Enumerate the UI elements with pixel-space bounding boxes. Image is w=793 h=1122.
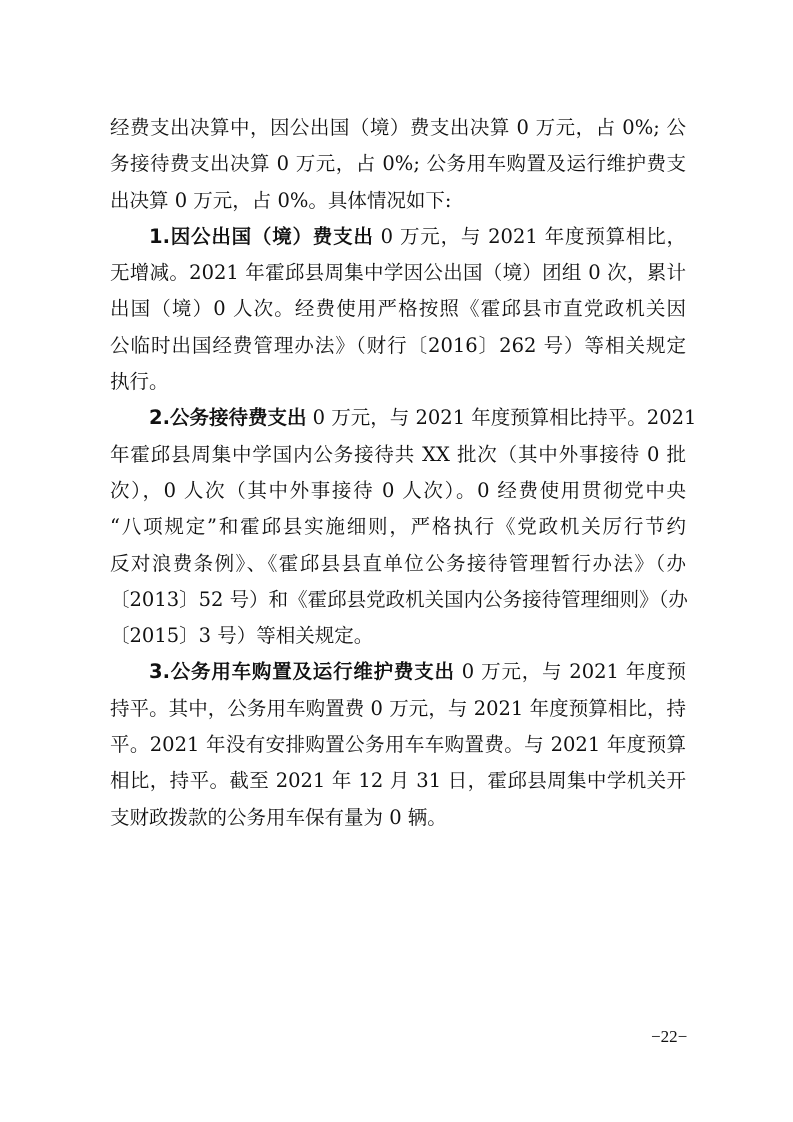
paragraph-summary [110, 110, 686, 219]
text-line [110, 654, 686, 690]
text-line: 次），0 人次（其中外事接待 0 人次）。0 经费使用贯彻党中央 [110, 478, 686, 502]
text-run: 0 万元，与 2021 年度预算相比持平。2021 [306, 406, 697, 430]
section-heading: 2.公务接待费支出 [149, 406, 307, 430]
text-run: 0 万元，与 2021 年度预 [454, 660, 686, 684]
text-line: 经费支出决算中，因公出国（境）费支出决算 0 万元，占 0%; 公 [110, 116, 686, 139]
text-line: 务接待费支出决算 0 万元，占 0%; 公务用车购置及运行维护费支 [110, 152, 686, 176]
text-line: 执行。 [110, 370, 169, 394]
text-line: 支财政拨款的公务用车保有量为 0 辆。 [110, 805, 447, 829]
document-body [110, 110, 697, 836]
text-line: 〔2013〕52 号）和《霍邱县党政机关国内公务接待管理细则》（办 [110, 587, 688, 611]
text-line: 无增减。2021 年霍邱县周集中学因公出国（境）团组 0 次，累计 [110, 261, 686, 285]
text-line: 持平。其中，公务用车购置费 0 万元，与 2021 年度预算相比，持 [110, 696, 686, 720]
text-line: 〔2015〕3 号）等相关规定。 [110, 624, 374, 648]
text-line: 出决算 0 万元，占 0%。具体情况如下: [110, 188, 452, 212]
text-line: 公临时出国经费管理办法》（财行〔2016〕262 号）等相关规定 [110, 333, 686, 357]
text-line [110, 400, 697, 436]
text-line: 相比，持平。截至 2021 年 12 月 31 日，霍邱县周集中学机关开 [110, 769, 686, 793]
text-line: 出国（境）0 人次。经费使用严格按照《霍邱县市直党政机关因 [110, 297, 686, 321]
section-heading: 3.公务用车购置及运行维护费支出 [149, 660, 455, 684]
text-line: 平。2021 年没有安排购置公务用车车购置费。与 2021 年度预算 [110, 733, 686, 757]
text-line [110, 219, 686, 255]
page-number: −22− [651, 1027, 688, 1046]
paragraph-official-vehicles [110, 654, 686, 835]
paragraph-official-reception [110, 400, 697, 654]
text-run: 0 万元，与 2021 年度预算相比， [373, 224, 686, 248]
text-line: 年霍邱县周集中学国内公务接待共 XX 批次（其中外事接待 0 批 [110, 442, 686, 466]
section-heading: 1.因公出国（境）费支出 [149, 224, 374, 248]
text-line: 反对浪费条例》、《霍邱县县直单位公务接待管理暂行办法》（办 [110, 551, 686, 575]
paragraph-overseas-travel [110, 219, 686, 400]
text-line: “八项规定”和霍邱县实施细则，严格执行《党政机关厉行节约 [110, 515, 686, 539]
